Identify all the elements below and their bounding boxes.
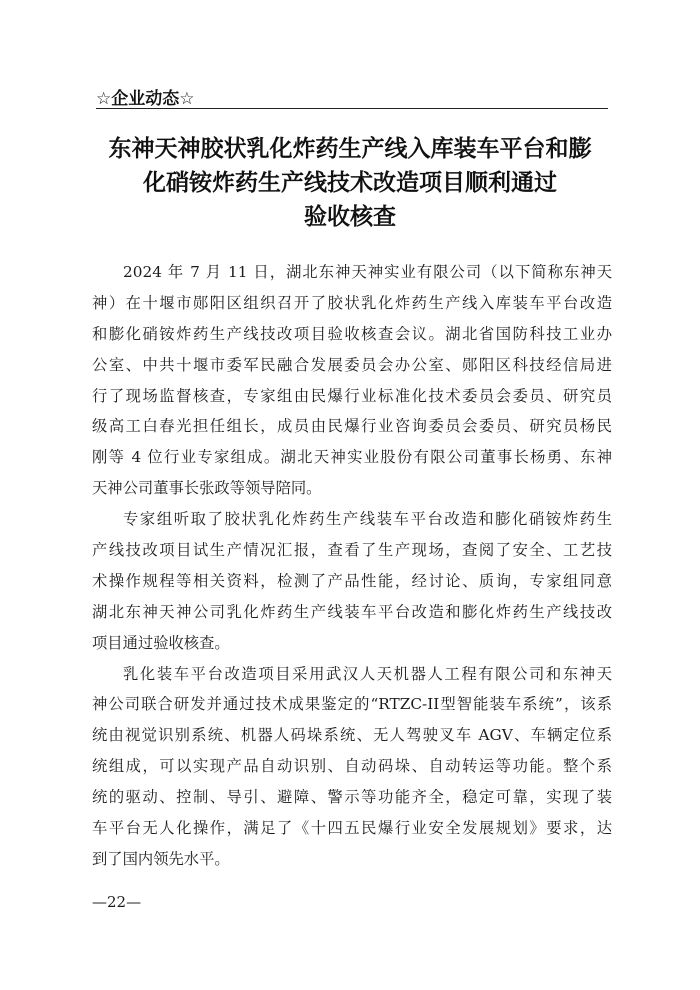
body-line: 2024 年 7 月 11 日，湖北东神天神实业有限公司（以下简称东神天 — [123, 263, 612, 281]
body-line: 天神公司董事长张政等领导陪同。 — [92, 479, 322, 498]
body-line: 专家组听取了胶状乳化炸药生产线装车平台改造和膨化硝铵炸药生 — [123, 510, 612, 529]
section-label: ☆企业动态☆ — [96, 89, 195, 109]
body-line: 车平台无人化操作，满足了《十四五民爆行业安全发展规划》要求，达 — [92, 819, 612, 838]
article-title-line: 化硝铵炸药生产线技术改造项目顺利通过 — [143, 170, 557, 196]
body-line: 公室、中共十堰市委军民融合发展委员会办公室、郧阳区科技经信局进 — [92, 355, 612, 374]
body-line: 和膨化硝铵炸药生产线技改项目验收核查会议。湖北省国防科技工业办 — [92, 324, 612, 343]
body-line: 到了国内领先水平。 — [92, 849, 230, 868]
body-line: 项目通过验收核查。 — [92, 633, 230, 652]
page-number: —22— — [92, 893, 142, 911]
body-line: 统组成，可以实现产品自动识别、自动码垛、自动转运等功能。整个系 — [92, 757, 612, 776]
body-line: 级高工白春光担任组长，成员由民爆行业咨询委员会委员、研究员杨民 — [92, 417, 612, 436]
section-header — [96, 82, 608, 109]
body-line: 湖北东神天神公司乳化炸药生产线装车平台改造和膨化炸药生产线技改 — [92, 602, 612, 621]
article-title-line: 东神天神胶状乳化炸药生产线入库装车平台和膨 — [108, 136, 592, 162]
article-title-line: 验收核查 — [304, 204, 396, 230]
body-line: 产线技改项目试生产情况汇报，查看了生产现场，查阅了安全、工艺技 — [92, 541, 612, 560]
body-line: 乳化装车平台改造项目采用武汉人天机器人工程有限公司和东神天 — [123, 664, 612, 683]
body-line: 刚等 4 位行业专家组成。湖北天神实业股份有限公司董事长杨勇、东神 — [92, 448, 612, 467]
body-line: 行了现场监督核查，专家组由民爆行业标准化技术委员会委员、研究员 — [92, 386, 612, 405]
article-title — [90, 132, 610, 234]
body-line: 神公司联合研发并通过技术成果鉴定的“RTZC-II型智能装车系统”，该系 — [92, 695, 612, 714]
body-line: 神）在十堰市郧阳区组织召开了胶状乳化炸药生产线入库装车平台改造 — [92, 293, 612, 312]
article-body — [92, 257, 612, 875]
body-line: 术操作规程等相关资料，检测了产品性能，经讨论、质询，专家组同意 — [92, 571, 612, 590]
body-line: 统由视觉识别系统、机器人码垛系统、无人驾驶叉车 AGV、车辆定位系 — [92, 726, 612, 745]
body-line: 统的驱动、控制、导引、避障、警示等功能齐全，稳定可靠，实现了装 — [92, 788, 612, 807]
